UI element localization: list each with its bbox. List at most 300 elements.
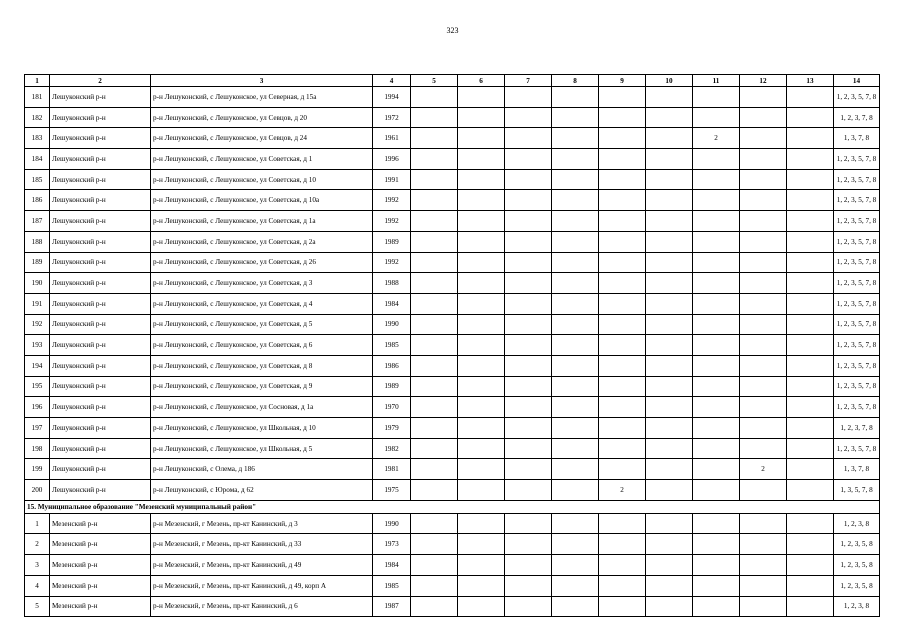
cell-c7 [505, 231, 552, 252]
cell-year: 1990 [373, 513, 411, 534]
cell-c14: 1, 2, 3, 5, 8 [834, 555, 880, 576]
cell-c13 [787, 87, 834, 108]
cell-c12 [740, 273, 787, 294]
cell-year: 1989 [373, 376, 411, 397]
cell-c7 [505, 575, 552, 596]
cell-c12 [740, 418, 787, 439]
cell-address: р-н Лешуконский, с Лешуконское, ул Советская, д 26 [151, 252, 373, 273]
cell-c7 [505, 480, 552, 501]
cell-c7 [505, 314, 552, 335]
cell-c9 [599, 596, 646, 617]
cell-c9 [599, 555, 646, 576]
cell-c5 [411, 314, 458, 335]
table-row [25, 355, 880, 376]
cell-c8 [552, 513, 599, 534]
cell-c10 [646, 355, 693, 376]
table-row [25, 418, 880, 439]
cell-c9 [599, 252, 646, 273]
table-row [25, 596, 880, 617]
cell-n: 195 [25, 376, 50, 397]
cell-c5 [411, 418, 458, 439]
cell-c8 [552, 335, 599, 356]
cell-c11 [693, 107, 740, 128]
cell-address: р-н Мезенский, г Мезень, пр-кт Канинский, д 49 [151, 555, 373, 576]
cell-district: Лешуконский р-н [50, 128, 151, 149]
cell-c11 [693, 555, 740, 576]
cell-c10 [646, 231, 693, 252]
cell-c8 [552, 190, 599, 211]
cell-year: 1988 [373, 273, 411, 294]
cell-c14: 1, 2, 3, 5, 7, 8 [834, 293, 880, 314]
cell-n: 200 [25, 480, 50, 501]
cell-c10 [646, 397, 693, 418]
cell-c9 [599, 513, 646, 534]
cell-district: Лешуконский р-н [50, 231, 151, 252]
cell-c7 [505, 459, 552, 480]
cell-c6 [458, 335, 505, 356]
cell-district: Лешуконский р-н [50, 335, 151, 356]
cell-address: р-н Мезенский, г Мезень, пр-кт Канинский, д 33 [151, 534, 373, 555]
cell-c7 [505, 149, 552, 170]
cell-c8 [552, 169, 599, 190]
cell-c7 [505, 418, 552, 439]
cell-c11 [693, 293, 740, 314]
cell-district: Мезенский р-н [50, 555, 151, 576]
cell-c10 [646, 107, 693, 128]
cell-district: Мезенский р-н [50, 513, 151, 534]
cell-n: 183 [25, 128, 50, 149]
cell-c7 [505, 335, 552, 356]
cell-c12 [740, 107, 787, 128]
cell-c5 [411, 273, 458, 294]
cell-c7 [505, 252, 552, 273]
cell-c9 [599, 107, 646, 128]
table-row [25, 438, 880, 459]
cell-c10 [646, 190, 693, 211]
table-row [25, 480, 880, 501]
cell-c8 [552, 418, 599, 439]
cell-district: Лешуконский р-н [50, 459, 151, 480]
cell-c11 [693, 87, 740, 108]
column-header: 1 [25, 75, 50, 87]
cell-c12 [740, 335, 787, 356]
cell-district: Лешуконский р-н [50, 190, 151, 211]
cell-c11 [693, 376, 740, 397]
cell-n: 1 [25, 513, 50, 534]
cell-c10 [646, 211, 693, 232]
cell-address: р-н Лешуконский, с Лешуконское, ул Школьная, д 5 [151, 438, 373, 459]
cell-c6 [458, 293, 505, 314]
cell-c9 [599, 355, 646, 376]
cell-n: 186 [25, 190, 50, 211]
cell-c6 [458, 513, 505, 534]
cell-c11 [693, 596, 740, 617]
cell-c7 [505, 555, 552, 576]
cell-c14: 1, 2, 3, 5, 7, 8 [834, 355, 880, 376]
cell-c14: 1, 2, 3, 8 [834, 596, 880, 617]
table-row [25, 555, 880, 576]
cell-c11 [693, 438, 740, 459]
cell-c14: 1, 2, 3, 5, 7, 8 [834, 211, 880, 232]
cell-c11 [693, 169, 740, 190]
cell-n: 182 [25, 107, 50, 128]
table-row [25, 534, 880, 555]
cell-c6 [458, 314, 505, 335]
cell-c9 [599, 376, 646, 397]
cell-c11 [693, 335, 740, 356]
cell-c9 [599, 397, 646, 418]
cell-address: р-н Лешуконский, с Лешуконское, ул Советская, д 4 [151, 293, 373, 314]
cell-c7 [505, 128, 552, 149]
table-row [25, 459, 880, 480]
cell-c8 [552, 231, 599, 252]
cell-address: р-н Мезенский, г Мезень, пр-кт Канинский, д 6 [151, 596, 373, 617]
cell-c9 [599, 273, 646, 294]
cell-c8 [552, 273, 599, 294]
cell-address: р-н Лешуконский, с Лешуконское, ул Сосновая, д 1а [151, 397, 373, 418]
cell-district: Лешуконский р-н [50, 480, 151, 501]
cell-year: 1996 [373, 149, 411, 170]
cell-c6 [458, 376, 505, 397]
cell-c13 [787, 107, 834, 128]
cell-address: р-н Лешуконский, с Лешуконское, ул Советская, д 8 [151, 355, 373, 376]
cell-c10 [646, 459, 693, 480]
cell-c13 [787, 293, 834, 314]
cell-year: 1994 [373, 87, 411, 108]
cell-c10 [646, 480, 693, 501]
cell-district: Лешуконский р-н [50, 293, 151, 314]
section-row [25, 500, 880, 513]
cell-c12 [740, 252, 787, 273]
cell-c10 [646, 376, 693, 397]
cell-c6 [458, 438, 505, 459]
table-row [25, 231, 880, 252]
cell-district: Лешуконский р-н [50, 314, 151, 335]
cell-c7 [505, 376, 552, 397]
table-row [25, 273, 880, 294]
cell-c11 [693, 418, 740, 439]
cell-year: 1985 [373, 335, 411, 356]
cell-c13 [787, 575, 834, 596]
cell-n: 194 [25, 355, 50, 376]
cell-year: 1992 [373, 211, 411, 232]
cell-c5 [411, 555, 458, 576]
cell-c10 [646, 293, 693, 314]
cell-year: 1986 [373, 355, 411, 376]
cell-n: 188 [25, 231, 50, 252]
cell-c5 [411, 355, 458, 376]
cell-year: 1961 [373, 128, 411, 149]
cell-district: Лешуконский р-н [50, 376, 151, 397]
cell-c12 [740, 149, 787, 170]
cell-c6 [458, 169, 505, 190]
cell-n: 190 [25, 273, 50, 294]
cell-c11 [693, 575, 740, 596]
cell-c13 [787, 190, 834, 211]
cell-year: 1992 [373, 190, 411, 211]
cell-c5 [411, 211, 458, 232]
cell-c14: 1, 2, 3, 7, 8 [834, 418, 880, 439]
cell-address: р-н Лешуконский, с Лешуконское, ул Советская, д 2а [151, 231, 373, 252]
cell-n: 199 [25, 459, 50, 480]
cell-district: Лешуконский р-н [50, 273, 151, 294]
cell-c8 [552, 211, 599, 232]
cell-c14: 1, 2, 3, 5, 8 [834, 534, 880, 555]
cell-c10 [646, 128, 693, 149]
cell-c5 [411, 596, 458, 617]
cell-c12 [740, 231, 787, 252]
cell-c11 [693, 252, 740, 273]
cell-c12: 2 [740, 459, 787, 480]
cell-c12 [740, 211, 787, 232]
cell-c10 [646, 252, 693, 273]
cell-c5 [411, 438, 458, 459]
cell-c5 [411, 397, 458, 418]
cell-address: р-н Лешуконский, с Лешуконское, ул Советская, д 5 [151, 314, 373, 335]
cell-c10 [646, 87, 693, 108]
column-header: 13 [787, 75, 834, 87]
cell-address: р-н Лешуконский, с Лешуконское, ул Советская, д 10 [151, 169, 373, 190]
cell-c5 [411, 534, 458, 555]
cell-c14: 1, 2, 3, 5, 7, 8 [834, 335, 880, 356]
cell-c9: 2 [599, 480, 646, 501]
cell-c12 [740, 397, 787, 418]
cell-c13 [787, 211, 834, 232]
cell-c14: 1, 2, 3, 5, 7, 8 [834, 169, 880, 190]
cell-c13 [787, 273, 834, 294]
table-row [25, 107, 880, 128]
cell-c10 [646, 438, 693, 459]
cell-c7 [505, 190, 552, 211]
cell-c14: 1, 2, 3, 5, 7, 8 [834, 314, 880, 335]
cell-c5 [411, 335, 458, 356]
cell-c8 [552, 397, 599, 418]
cell-address: р-н Лешуконский, с Лешуконское, ул Советская, д 1а [151, 211, 373, 232]
cell-c7 [505, 211, 552, 232]
cell-c13 [787, 513, 834, 534]
table-row [25, 376, 880, 397]
cell-c13 [787, 335, 834, 356]
cell-c11 [693, 149, 740, 170]
cell-c9 [599, 211, 646, 232]
cell-address: р-н Лешуконский, с Лешуконское, ул Севцов, д 20 [151, 107, 373, 128]
cell-c9 [599, 293, 646, 314]
cell-c10 [646, 169, 693, 190]
column-header: 12 [740, 75, 787, 87]
cell-c9 [599, 169, 646, 190]
cell-year: 1987 [373, 596, 411, 617]
cell-c8 [552, 480, 599, 501]
cell-c5 [411, 190, 458, 211]
cell-c13 [787, 231, 834, 252]
cell-c6 [458, 128, 505, 149]
cell-c9 [599, 459, 646, 480]
cell-c12 [740, 596, 787, 617]
cell-year: 1984 [373, 293, 411, 314]
cell-address: р-н Лешуконский, с Лешуконское, ул Советская, д 1 [151, 149, 373, 170]
cell-year: 1970 [373, 397, 411, 418]
table-row [25, 252, 880, 273]
cell-c12 [740, 480, 787, 501]
cell-c7 [505, 87, 552, 108]
cell-c13 [787, 314, 834, 335]
cell-address: р-н Лешуконский, с Олема, д 186 [151, 459, 373, 480]
cell-year: 1984 [373, 555, 411, 576]
cell-c5 [411, 128, 458, 149]
cell-c13 [787, 355, 834, 376]
cell-c12 [740, 355, 787, 376]
table-row [25, 314, 880, 335]
cell-c9 [599, 335, 646, 356]
cell-c5 [411, 169, 458, 190]
cell-c8 [552, 128, 599, 149]
cell-c8 [552, 596, 599, 617]
cell-c9 [599, 534, 646, 555]
cell-c12 [740, 513, 787, 534]
cell-c13 [787, 397, 834, 418]
cell-c6 [458, 211, 505, 232]
cell-n: 198 [25, 438, 50, 459]
cell-c11 [693, 513, 740, 534]
cell-year: 1979 [373, 418, 411, 439]
cell-year: 1981 [373, 459, 411, 480]
cell-c6 [458, 149, 505, 170]
cell-c6 [458, 575, 505, 596]
column-header: 10 [646, 75, 693, 87]
cell-c9 [599, 231, 646, 252]
cell-n: 192 [25, 314, 50, 335]
cell-c14: 1, 2, 3, 5, 7, 8 [834, 438, 880, 459]
cell-address: р-н Лешуконский, с Юрома, д 62 [151, 480, 373, 501]
cell-c5 [411, 293, 458, 314]
cell-address: р-н Лешуконский, с Лешуконское, ул Советская, д 10а [151, 190, 373, 211]
table-row [25, 169, 880, 190]
cell-c7 [505, 397, 552, 418]
cell-c11: 2 [693, 128, 740, 149]
cell-c6 [458, 107, 505, 128]
cell-c11 [693, 314, 740, 335]
cell-c13 [787, 438, 834, 459]
cell-c7 [505, 169, 552, 190]
cell-district: Мезенский р-н [50, 575, 151, 596]
cell-address: р-н Лешуконский, с Лешуконское, ул Советская, д 3 [151, 273, 373, 294]
table-row [25, 335, 880, 356]
cell-c13 [787, 459, 834, 480]
cell-c6 [458, 190, 505, 211]
cell-c5 [411, 575, 458, 596]
cell-c8 [552, 149, 599, 170]
cell-district: Лешуконский р-н [50, 211, 151, 232]
cell-c13 [787, 534, 834, 555]
cell-address: р-н Лешуконский, с Лешуконское, ул Северная, д 15а [151, 87, 373, 108]
table-row [25, 397, 880, 418]
cell-c5 [411, 513, 458, 534]
cell-c7 [505, 107, 552, 128]
cell-c14: 1, 2, 3, 5, 7, 8 [834, 231, 880, 252]
cell-address: р-н Мезенский, г Мезень, пр-кт Канинский, д 3 [151, 513, 373, 534]
table-row [25, 513, 880, 534]
cell-c5 [411, 231, 458, 252]
cell-c5 [411, 149, 458, 170]
cell-c12 [740, 190, 787, 211]
table-row [25, 190, 880, 211]
cell-c14: 1, 3, 7, 8 [834, 128, 880, 149]
cell-c8 [552, 555, 599, 576]
cell-c11 [693, 459, 740, 480]
cell-c14: 1, 2, 3, 7, 8 [834, 107, 880, 128]
cell-c9 [599, 190, 646, 211]
cell-c10 [646, 335, 693, 356]
column-header: 11 [693, 75, 740, 87]
cell-address: р-н Лешуконский, с Лешуконское, ул Севцов, д 24 [151, 128, 373, 149]
cell-c11 [693, 355, 740, 376]
cell-c5 [411, 252, 458, 273]
cell-c10 [646, 149, 693, 170]
cell-c10 [646, 596, 693, 617]
cell-c13 [787, 149, 834, 170]
cell-district: Лешуконский р-н [50, 149, 151, 170]
cell-c5 [411, 107, 458, 128]
cell-c11 [693, 273, 740, 294]
cell-c12 [740, 534, 787, 555]
cell-c12 [740, 87, 787, 108]
cell-c11 [693, 534, 740, 555]
cell-c11 [693, 190, 740, 211]
cell-c10 [646, 418, 693, 439]
cell-district: Лешуконский р-н [50, 355, 151, 376]
cell-c12 [740, 438, 787, 459]
cell-c6 [458, 273, 505, 294]
cell-year: 1991 [373, 169, 411, 190]
cell-c6 [458, 596, 505, 617]
cell-c10 [646, 273, 693, 294]
cell-c8 [552, 376, 599, 397]
cell-c7 [505, 438, 552, 459]
cell-year: 1972 [373, 107, 411, 128]
cell-year: 1989 [373, 231, 411, 252]
cell-c9 [599, 418, 646, 439]
cell-c7 [505, 596, 552, 617]
cell-c6 [458, 397, 505, 418]
cell-c8 [552, 534, 599, 555]
cell-c8 [552, 87, 599, 108]
cell-c12 [740, 128, 787, 149]
cell-c9 [599, 314, 646, 335]
cell-district: Мезенский р-н [50, 534, 151, 555]
cell-c9 [599, 87, 646, 108]
cell-c14: 1, 2, 3, 5, 7, 8 [834, 190, 880, 211]
table-row [25, 128, 880, 149]
cell-c13 [787, 418, 834, 439]
column-header: 2 [50, 75, 151, 87]
cell-c6 [458, 459, 505, 480]
cell-c13 [787, 596, 834, 617]
column-header: 3 [151, 75, 373, 87]
cell-c14: 1, 2, 3, 5, 7, 8 [834, 273, 880, 294]
page-number: 323 [446, 26, 459, 35]
cell-c14: 1, 3, 5, 7, 8 [834, 480, 880, 501]
column-header: 9 [599, 75, 646, 87]
section-title: 15. Муниципальное образование "Мезенский муниципальный район" [25, 500, 880, 513]
cell-c12 [740, 293, 787, 314]
column-header: 4 [373, 75, 411, 87]
cell-c5 [411, 87, 458, 108]
cell-c6 [458, 555, 505, 576]
cell-c10 [646, 314, 693, 335]
cell-c8 [552, 314, 599, 335]
cell-c6 [458, 87, 505, 108]
cell-address: р-н Мезенский, г Мезень, пр-кт Канинский, д 49, корп А [151, 575, 373, 596]
